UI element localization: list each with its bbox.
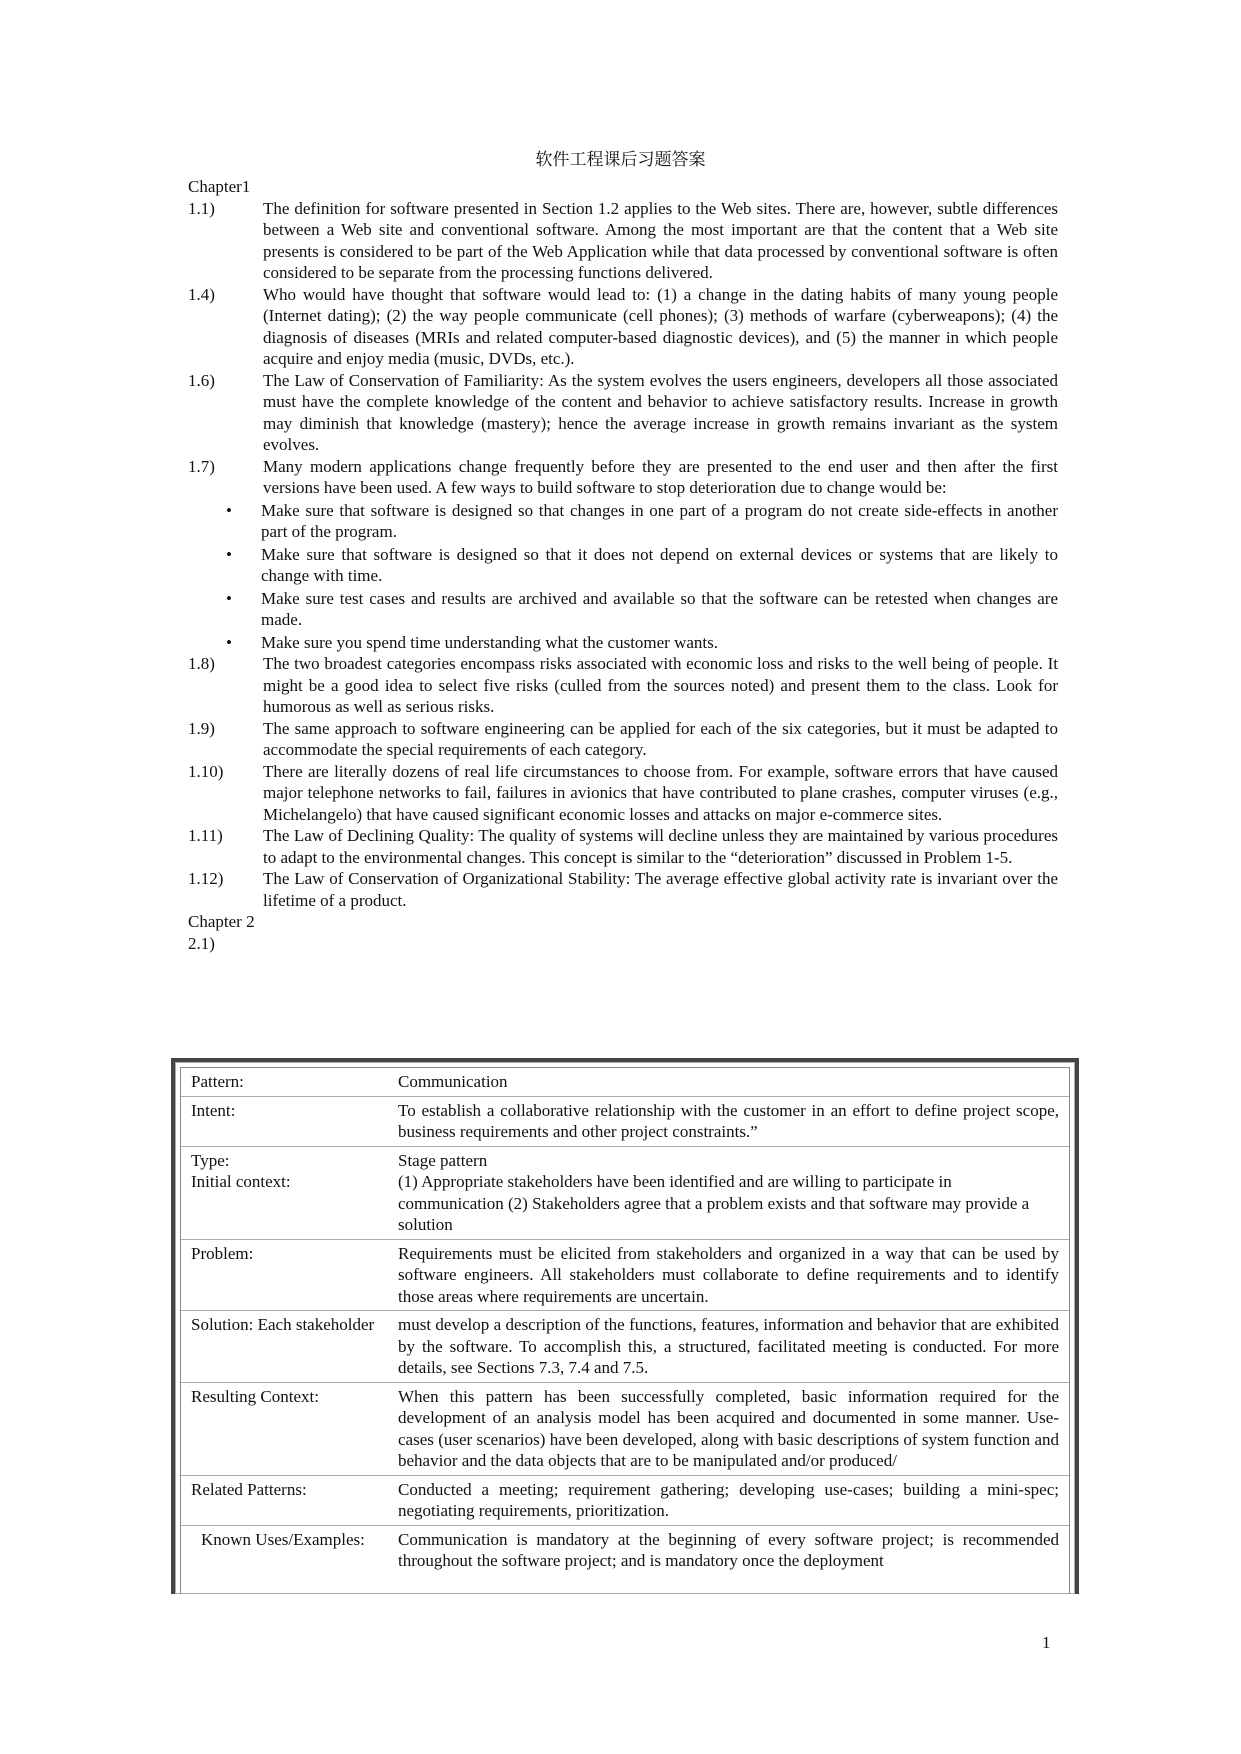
- row-value: Stage pattern: [398, 1150, 488, 1170]
- row-label: Pattern:: [191, 1072, 244, 1091]
- row-value: must develop a description of the functions, features, information and behavior that are exhibited by the software. To accomplish this, a structured, facilitated meeting is conducted. For more details, see Sections 7.3, 7.4 and 7.5.: [398, 1315, 1059, 1377]
- pattern-table-inner: [180, 1067, 1070, 1594]
- bullet-list: [188, 500, 1058, 654]
- row-label: Intent:: [191, 1100, 236, 1120]
- answer-item: [188, 198, 1058, 284]
- row-label: Initial context:: [191, 1172, 291, 1191]
- answer-number: 1.12): [188, 869, 224, 888]
- bullet-text: Make sure that software is designed so that changes in one part of a program do not create side-effects in another part of the program.: [261, 500, 1058, 541]
- row-value: To establish a collaborative relationship with the customer in an effort to define project scope, business requirements and other project constraints.”: [398, 1100, 1059, 1141]
- bullet-icon: •: [226, 500, 232, 520]
- bullet-text: Make sure test cases and results are archived and available so that the software can be retested when changes are made.: [261, 588, 1058, 629]
- answer-text: The definition for software presented in Section 1.2 applies to the Web sites. There are, however, subtle differences between a Web site and conventional software. Among the most important are that the content that a Web site presents is considered to be part of the Web Application while that data processed by conventional software is often considered to be separate from the processing functions delivered.: [263, 198, 1058, 282]
- bullet-icon: •: [226, 588, 232, 608]
- page-title: 软件工程课后习题答案: [535, 150, 706, 170]
- answer-text: Many modern applications change frequently before they are presented to the end user and then after the first versions have been used. A few ways to build software to stop deterioration due to change would be:: [263, 456, 1058, 497]
- table-row: [181, 1068, 1069, 1097]
- row-label: Related Patterns:: [191, 1479, 307, 1499]
- table-row: [181, 1526, 1069, 1575]
- answer-item: [188, 284, 1058, 370]
- answer-number: 1.11): [188, 826, 223, 845]
- bullet-item: [188, 544, 1058, 587]
- row-value: (1) Appropriate stakeholders have been identified and are willing to participate in communication (2) Stakeholders agree that a problem exists and that software may provide a solution: [398, 1172, 1030, 1234]
- row-value: When this pattern has been successfully completed, basic information required for the development of an analysis model has been acquired and documented in some manner. Use-cases (user scenarios) have been developed, along with basic descriptions of system function and behavior and the data objects that are to be manipulated and/or produced/: [398, 1386, 1059, 1470]
- row-label: Problem:: [191, 1243, 254, 1263]
- table-row: [181, 1147, 1069, 1240]
- answer-item: [188, 456, 1058, 499]
- answer-number: 1.8): [188, 654, 215, 673]
- answer-number: 1.7): [188, 456, 215, 476]
- answer-item: [188, 718, 1058, 761]
- answer-item: [188, 653, 1058, 718]
- answer-number: 1.9): [188, 718, 215, 738]
- type-line: [191, 1150, 1059, 1172]
- answer-text: The same approach to software engineering can be applied for each of the six categories, but it must be adapted to accommodate the special requirements of each category.: [263, 718, 1058, 759]
- bullet-text: Make sure that software is designed so that it does not depend on external devices or systems that are likely to change with time.: [261, 544, 1058, 585]
- answer-number: 1.10): [188, 761, 224, 781]
- row-value: Requirements must be elicited from stakeholders and organized in a way that can be used by software engineers. All stakeholders must collaborate to define requirements and to identify those areas where requirements are uncertain.: [398, 1243, 1059, 1306]
- context-line: [191, 1171, 1059, 1236]
- answer-item: [188, 761, 1058, 826]
- row-value: Communication: [398, 1072, 508, 1091]
- chapter2-heading: Chapter 2: [188, 912, 255, 931]
- row-label: Known Uses/Examples:: [201, 1529, 365, 1549]
- answer-number: 1.1): [188, 198, 215, 218]
- table-row: [181, 1097, 1069, 1147]
- table-row: [181, 1476, 1069, 1526]
- answer-text: The Law of Conservation of Familiarity: As the system evolves the users engineers, developers all those associated must have the complete knowledge of the content and behavior to achieve satisfactory results. Increase in growth may diminish that knowledge (mastery); hence the average increase in growth remains invariant as the system evolves.: [263, 370, 1058, 454]
- answer-text: The two broadest categories encompass risks associated with economic loss and risks to the well being of people. It might be a good idea to select five risks (culled from the sources noted) and present them to the class. Look for humorous as well as serious risks.: [263, 654, 1058, 716]
- page-number: 1: [1042, 1633, 1051, 1652]
- row-value: Communication is mandatory at the beginning of every software project; is recommended throughout the software project; and is mandatory once the deployment: [398, 1529, 1059, 1570]
- pattern-table: [171, 1058, 1079, 1594]
- bullet-icon: •: [226, 632, 232, 652]
- table-row: [181, 1383, 1069, 1476]
- answer-text: Who would have thought that software would lead to: (1) a change in the dating habits of many young people (Internet dating); (2) the way people communicate (cell phones); (3) methods of warfare (cyberweapons); (4) the diagnosis of diseases (MRIs and related computer-based diagnostic devices), and (5) the manner in which people acquire and enjoy media (music, DVDs, etc.).: [263, 284, 1058, 368]
- document-body: [188, 176, 1058, 954]
- answer-number: 1.4): [188, 284, 215, 304]
- answer-text: There are literally dozens of real life circumstances to choose from. For example, software errors that have caused major telephone networks to fail, failures in avionics that have contributed to plane crashes, computer viruses (e.g., Michelangelo) that have caused significant economic losses and attacks on major e-commerce sites.: [263, 761, 1058, 824]
- row-label: Type:: [191, 1150, 230, 1170]
- answer-item: [188, 825, 1058, 868]
- table-row: [181, 1311, 1069, 1383]
- answer-item: [188, 868, 1058, 911]
- row-value: Conducted a meeting; requirement gathering; developing use-cases; building a mini-spec; negotiating requirements, prioritization.: [398, 1479, 1059, 1520]
- bullet-item: [188, 632, 1058, 654]
- table-row: [181, 1240, 1069, 1312]
- answer-text: The Law of Conservation of Organizational Stability: The average effective global activity rate is invariant over the lifetime of a product.: [263, 869, 1058, 910]
- bullet-item: [188, 588, 1058, 631]
- answer-text: The Law of Declining Quality: The quality of systems will decline unless they are maintained by various procedures to adapt to the environmental changes. This concept is similar to the “deterioration” discussed in Problem 1-5.: [263, 826, 1058, 867]
- bullet-item: [188, 500, 1058, 543]
- row-label: Solution: Each stakeholder: [191, 1315, 375, 1334]
- answer-item: [188, 370, 1058, 456]
- row-label: Resulting Context:: [191, 1386, 319, 1406]
- chapter1-heading: Chapter1: [188, 177, 251, 196]
- bullet-text: Make sure you spend time understanding what the customer wants.: [261, 632, 719, 652]
- chapter2-subheading: 2.1): [188, 933, 215, 953]
- bullet-icon: •: [226, 544, 232, 564]
- answer-number: 1.6): [188, 370, 215, 390]
